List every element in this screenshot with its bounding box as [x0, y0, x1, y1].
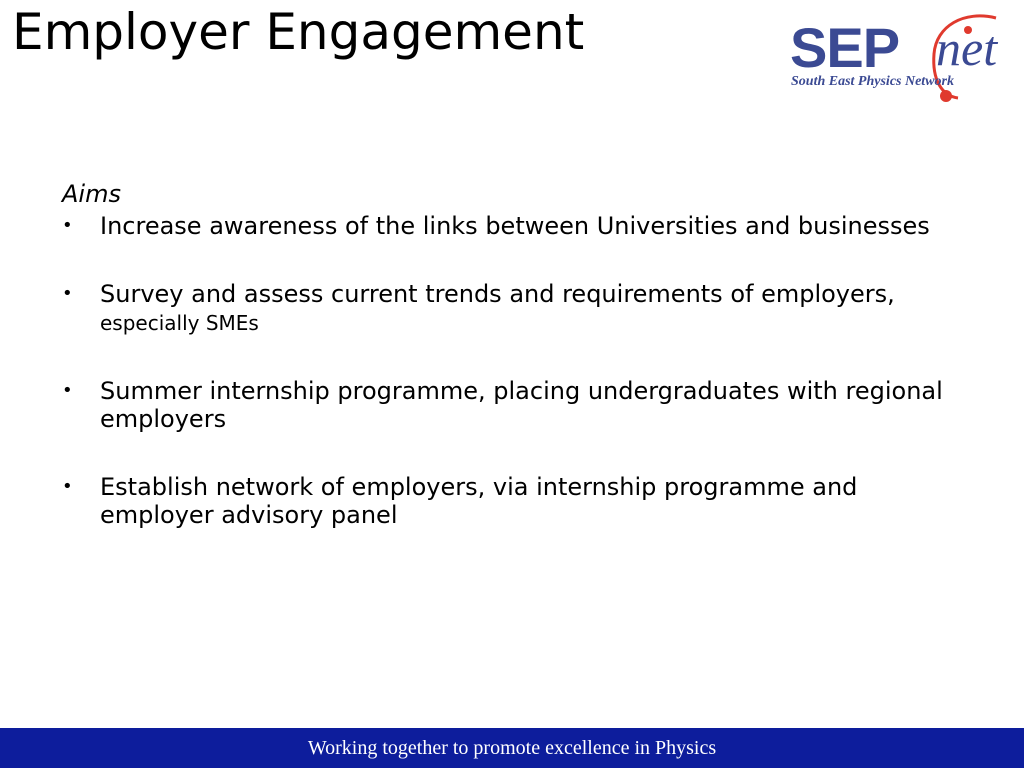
bullet-text: Survey and assess current trends and requirements of employers, — [100, 280, 895, 308]
bullet-icon: • — [62, 380, 73, 401]
bullet-text: Increase awareness of the links between Universities and businesses — [100, 212, 930, 240]
footer-tagline: Working together to promote excellence in Physics — [307, 737, 717, 759]
logo-tagline: South East Physics Network — [791, 74, 954, 89]
logo-wordmark-sep: SEP — [790, 16, 900, 79]
list-item — [62, 377, 962, 433]
aims-heading: Aims — [62, 180, 121, 208]
sepnet-logo — [786, 12, 1006, 108]
bullet-text: Summer internship programme, placing undergraduates with regional employers — [100, 377, 943, 433]
logo-wordmark-net: net — [936, 20, 998, 76]
list-item — [62, 212, 962, 240]
bullet-icon: • — [62, 283, 73, 304]
bullet-icon: • — [62, 476, 73, 497]
aims-list — [62, 212, 962, 529]
list-item — [62, 473, 962, 529]
slide-title: Employer Engagement — [12, 3, 585, 61]
bullet-icon: • — [62, 215, 73, 236]
list-item — [62, 280, 962, 337]
bullet-text-small: especially SMEs — [100, 311, 259, 335]
slide-body — [62, 178, 962, 569]
bullet-text: Establish network of employers, via internship programme and employer advisory panel — [100, 473, 858, 529]
footer-banner — [0, 728, 1024, 768]
